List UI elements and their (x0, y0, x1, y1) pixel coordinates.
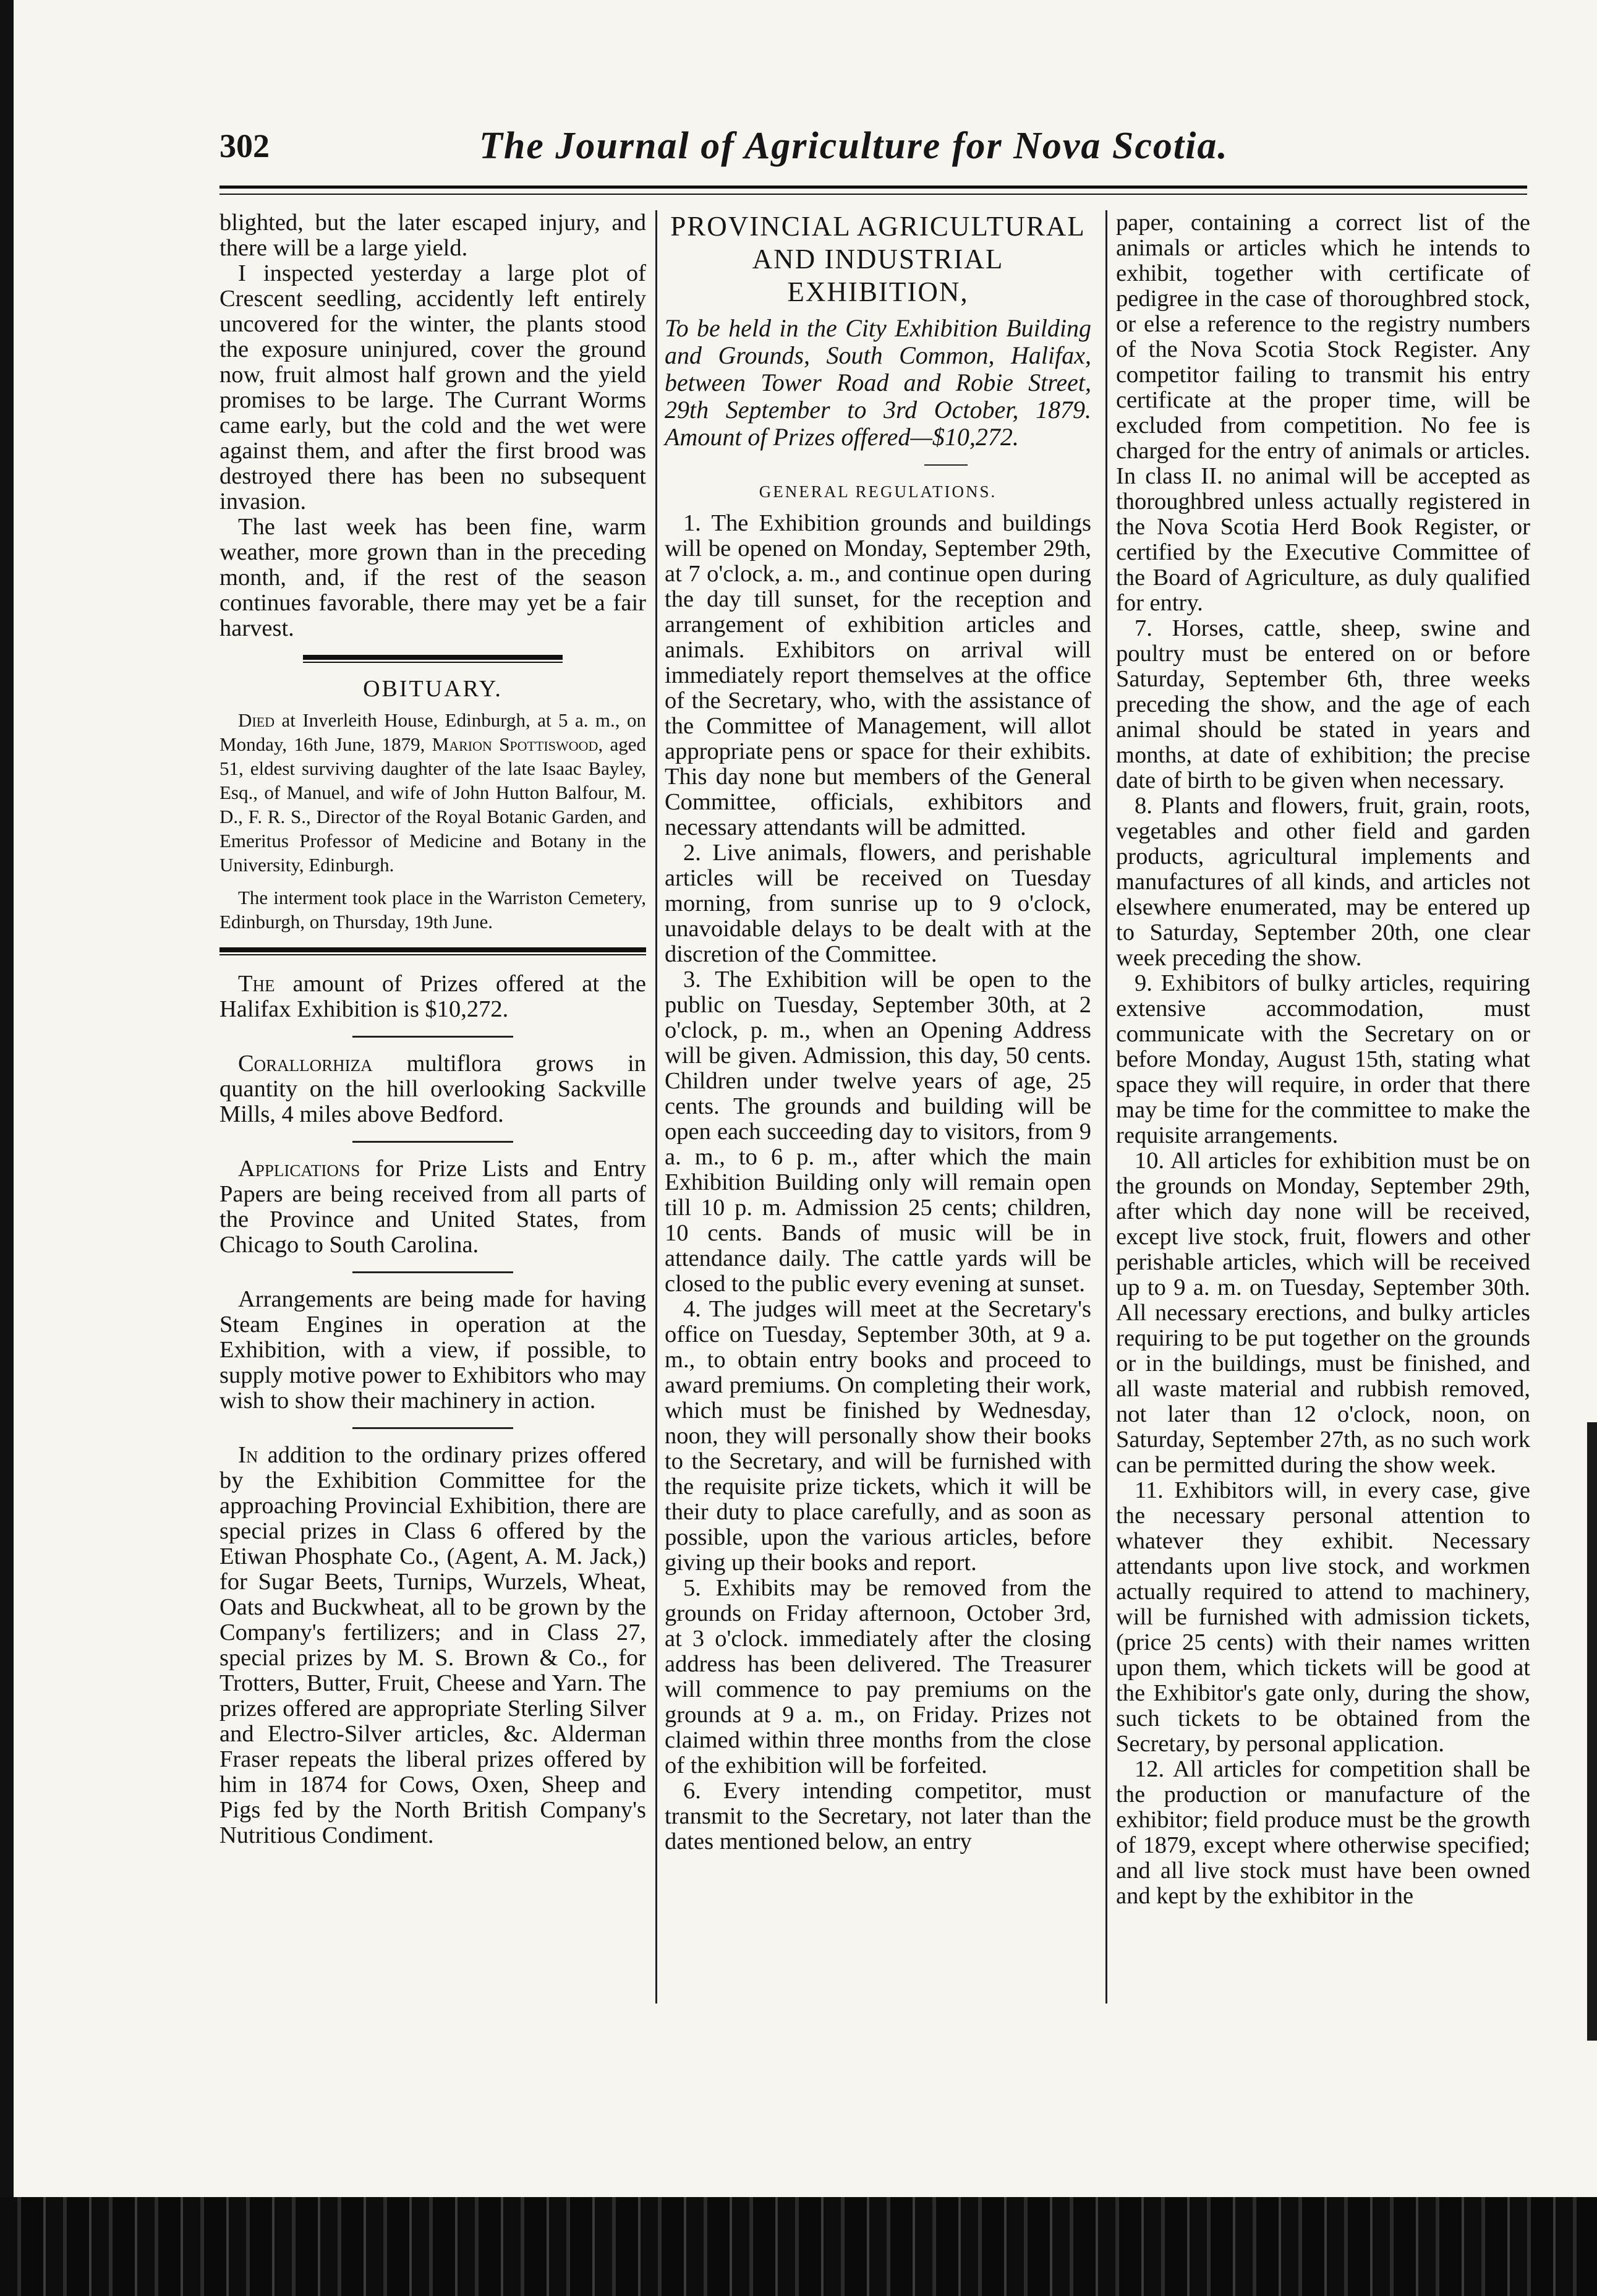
obituary-interment: The interment took place in the Warriston Cemetery, Edinburgh, on Thursday, 19th June. (219, 887, 646, 932)
regulation-1: 1. The Exhibition grounds and buildings will be opened on Monday, September 29th, at 7 o'clock, a. m., and continue open during the day till sunset, for the reception and arrangement of exhibition articles and animals. Exhibitors on arrival will immediately report themselves at the office of the Secretary, who, with the assistance of the Committee of Management, will allot appropriate pens or space for their exhibits. This day none but members of the General Committee, officials, exhibitors and necessary attendants will be admitted. (665, 510, 1091, 840)
regulation-8: 8. Plants and flowers, fruit, grain, roots, vegetables and other field and garden products, agricultural implements and manufactures of all kinds, and articles not elsewhere enumerated, may be entered up to Saturday, September 20th, one clear week preceding the show. (1116, 793, 1530, 971)
paragraph-crescent: I inspected yesterday a large plot of Crescent seedling, accidently left entirely uncovered for the winter, the plants stood the exposure uninjured, cover the ground now, fruit almost half grown and the yield promises to be large. The Currant Worms came early, but the cold and the wet were against them, and after the first brood was destroyed there has been no subsequent invasion. (219, 260, 646, 514)
exhibition-subheading: To be held in the City Exhibition Building and Grounds, South Common, Halifax, between Tower Road and Robie Street, 29th September to 3rd October, 1879. Amount of Prizes offered—$10,272. (665, 314, 1091, 451)
obituary-text: at Inverleith House, Edinburgh, at 5 a. m., on Monday, 16th June, 1879, (219, 709, 646, 755)
page-number: 302 (219, 127, 270, 164)
regulation-5: 5. Exhibits may be removed from the grounds on Friday afternoon, October 3rd, at 3 o'clock. immediately after the closing address has been delivered. The Treasurer will commence to pay premiums on the grounds at 9 a. m., on Friday. Prizes not claimed within three months from the close of the exhibition will be forfeited. (665, 1575, 1091, 1778)
regulation-2: 2. Live animals, flowers, and perishable articles will be received on Tuesday morning, from sunrise up to 9 o'clock, unavoidable delays to be dealt with at the discretion of the Committee. (665, 840, 1091, 967)
scan-border-bottom (0, 2197, 1597, 2296)
regulation-11: 11. Exhibitors will, in every case, give the necessary personal attention to whatever they exhibit. Necessary attendants upon live stock, and workmen actually required to attend to machinery, will be furnished with admission tickets, (price 25 cents) with their names written upon them, which tickets will be good at the Exhibitor's gate only, during the show, such tickets to be obtained from the Secretary, by personal application. (1116, 1477, 1530, 1757)
scan-border-right (1587, 1422, 1597, 2041)
scan-border-left (0, 0, 14, 2296)
regulation-6-continued: paper, containing a correct list of the animals or articles which he intends to exhibit, together with certificate of pedigree in the case of thoroughbred stock, or else a reference to the registry numbers of the Nova Scotia Stock Register. Any competitor failing to transmit his entry certificate at the proper time, will be excluded from competition. No fee is charged for the entry of animals or articles. In class II. no animal will be accepted as thoroughbred unless actually registered in the Nova Scotia Herd Book Register, or certified by the Executive Committee of the Board of Agriculture, as duly qualified for entry. (1116, 210, 1530, 616)
note-corallorhiza-lead: Corallorhiza (238, 1051, 373, 1077)
regulation-12: 12. All articles for competition shall be the production or manufacture of the exhibitor; field produce must be the growth of 1879, except where otherwise specified; and all live stock must have been owned and kept by the exhibitor in the (1116, 1756, 1530, 1909)
note-prizes (219, 971, 646, 1022)
note-divider (352, 1427, 513, 1429)
regulations-heading: GENERAL REGULATIONS. (759, 482, 997, 501)
note-prizes-text: amount of Prizes offered at the Halifax Exhibition is $10,272. (219, 971, 646, 1022)
header-rule (219, 186, 1527, 195)
note-prizes-lead: The (238, 971, 275, 997)
paragraph-weather: The last week has been fine, warm weather, more grown than in the preceding month, and, if the rest of the season continues favorable, there may yet be a fair harvest. (219, 514, 646, 641)
note-special-prizes-lead: In (238, 1442, 258, 1468)
exhibition-heading: PROVINCIAL AGRICULTURAL AND INDUSTRIAL EXHIBITION, (670, 211, 1086, 307)
subheading-divider (924, 464, 968, 466)
regulation-3: 3. The Exhibition will be open to the public on Tuesday, September 30th, at 2 o'clock, p. m., when an Opening Address will be given. Admission, this day, 50 cents. Children under twelve years of age, 25 cents. The grounds and building will be open each succeeding day to visitors, from 9 a. m., to 6 p. m., after which the main Exhibition Building only will remain open till 10 p. m. Admission 25 cents; children, 10 cents. Bands of music will be in attendance daily. The cattle yards will be closed to the public every evening at sunset. (665, 967, 1091, 1297)
note-applications-lead: Applications (238, 1156, 360, 1182)
note-special-prizes (219, 1443, 646, 1848)
page-header (219, 127, 1527, 182)
note-applications (219, 1156, 646, 1258)
obituary-heading: OBITUARY. (363, 676, 503, 702)
obituary-died-label: Died (238, 709, 275, 731)
obituary-notice (219, 708, 646, 877)
note-divider (352, 1271, 513, 1273)
note-corallorhiza (219, 1051, 646, 1127)
regulation-4: 4. The judges will meet at the Secretary's office on Tuesday, September 30th, at 9 a. m., to obtain entry books and proceed to award premiums. On completing their work, which must be finished by Wednesday, noon, they will personally show their books to the Secretary, and will be furnished with the requisite prize tickets, which it will be their duty to place carefully, and as soon as possible, upon the various articles, before giving up their books and report. (665, 1296, 1091, 1576)
column-2 (665, 210, 1091, 1854)
regulation-10: 10. All articles for exhibition must be on the grounds on Monday, September 29th, after which day none will be received, except live stock, fruit, flowers and other perishable articles, which will be received up to 9 a. m. on Tuesday, September 30th. All necessary erections, and bulky articles requiring to be put together on the grounds or in the buildings, must be finished, and all waste material and rubbish removed, not later than 12 o'clock, noon, on Saturday, September 27th, as no such work can be permitted during the show week. (1116, 1148, 1530, 1478)
section-rule-heavy (219, 947, 646, 955)
regulation-6: 6. Every intending competitor, must transmit to the Secretary, not later than the dates mentioned below, an entry (665, 1778, 1091, 1854)
note-applications-text: for Prize Lists and Entry Papers are being received from all parts of the Province and United States, from Chicago to South Carolina. (219, 1156, 646, 1258)
column-divider-1 (655, 210, 657, 2004)
journal-title: The Journal of Agriculture for Nova Scotia. (479, 125, 1229, 167)
note-divider (352, 1036, 513, 1038)
note-divider (352, 1141, 513, 1143)
obituary-name: Marion Spottiswood (432, 733, 598, 755)
column-1 (219, 210, 646, 1848)
paragraph-blight: blighted, but the later escaped injury, and there will be a large yield. (219, 210, 646, 261)
column-3 (1116, 210, 1530, 1909)
obituary-text-cont: , aged 51, eldest surviving daughter of the late Isaac Bayley, Esq., of Manuel, and wife of John Hutton Balfour, M. D., F. R. S., Director of the Royal Botanic Garden, and Emeritus Professor of Medicine and Botany in the University, Edinburgh. (219, 733, 646, 876)
note-steam-engines: Arrangements are being made for having Steam Engines in operation at the Exhibition, with a view, if possible, to supply motive power to Exhibitors who may wish to show their machinery in action. (219, 1286, 646, 1414)
note-corallorhiza-text: multiflora grows in quantity on the hill overlooking Sackville Mills, 4 miles above Bedford. (219, 1051, 646, 1127)
section-rule (303, 655, 563, 663)
note-special-prizes-text: addition to the ordinary prizes offered by the Exhibition Committee for the approaching Provincial Exhibition, there are special prizes in Class 6 offered by the Etiwan Phosphate Co., (Agent, A. M. Jack,) for Sugar Beets, Turnips, Wurzels, Wheat, Oats and Buckwheat, all to be grown by the Company's fertilizers; and in Class 27, special prizes by M. S. Brown & Co., for Trotters, Butter, Fruit, Cheese and Yarn. The prizes offered are appropriate Sterling Silver and Electro-Silver articles, &c. Alderman Fraser repeats the liberal prizes offered by him in 1874 for Cows, Oxen, Sheep and Pigs fed by the North British Company's Nutritious Condiment. (219, 1442, 646, 1848)
regulation-7: 7. Horses, cattle, sheep, swine and poultry must be entered on or before Saturday, September 6th, three weeks preceding the show, and the age of each animal should be stated in years and months, at date of exhibition; the precise date of birth to be given when necessary. (1116, 615, 1530, 793)
regulation-9: 9. Exhibitors of bulky articles, requiring extensive accommodation, must communicate with the Secretary on or before Monday, August 15th, stating what space they will require, in order that there may be time for the committee to make the requisite arrangements. (1116, 970, 1530, 1148)
column-divider-2 (1105, 210, 1107, 2004)
